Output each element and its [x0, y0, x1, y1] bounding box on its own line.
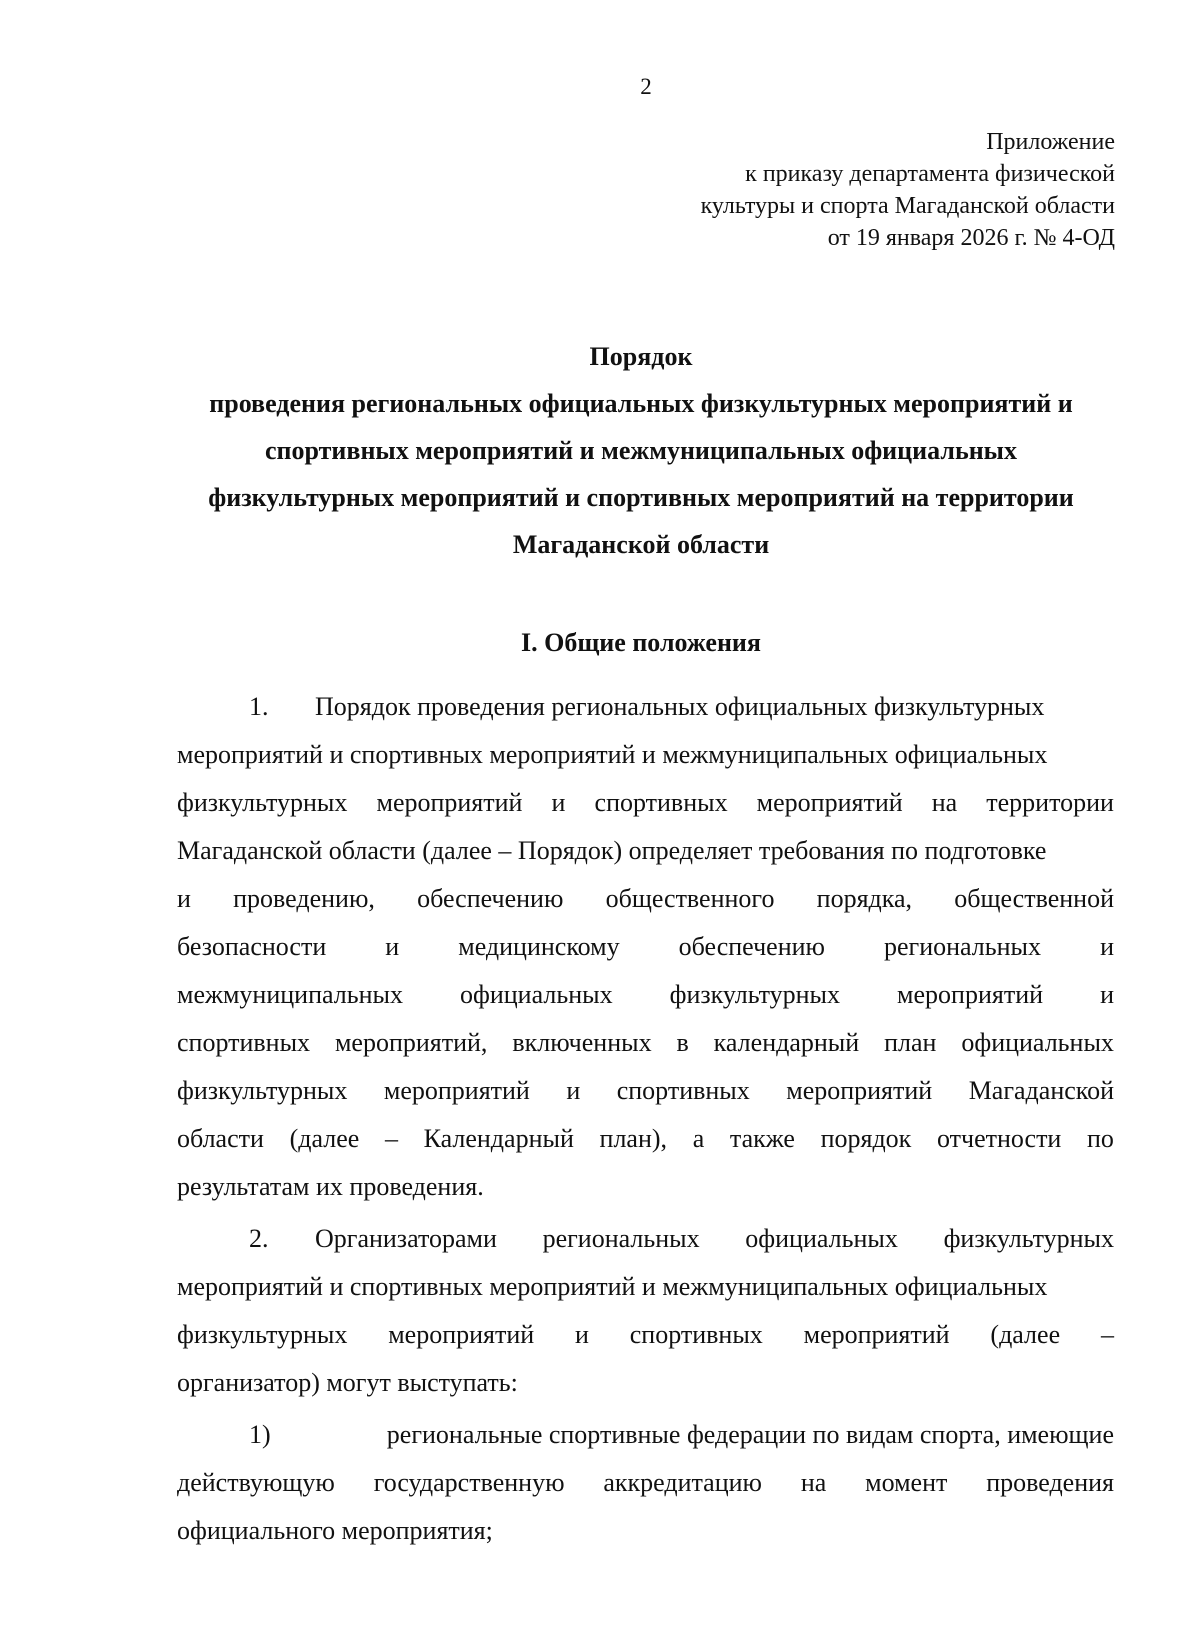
word: региональных [542, 1224, 700, 1253]
title-line: Магаданской области [512, 530, 770, 559]
item-1-line-1 [177, 1411, 1114, 1459]
paragraph-number: 1. [249, 692, 269, 721]
word: обеспечению [678, 932, 825, 961]
word: также [729, 1124, 795, 1153]
word: области [177, 1124, 264, 1153]
appendix-line: культуры и спорта Магаданской области [700, 193, 1115, 219]
word: спортивных [616, 1076, 750, 1105]
word: физкультурных [177, 1076, 348, 1105]
word: Календарный [423, 1124, 574, 1153]
paragraph-1-line-7 [177, 971, 1114, 1019]
word: на [800, 1468, 827, 1497]
paragraph-1-line-4: Магаданской области (далее – Порядок) определяет требования по подготовке [177, 836, 1047, 865]
word: порядок [820, 1124, 912, 1153]
word: (далее [289, 1124, 360, 1153]
word: и [566, 1076, 581, 1105]
word: и [1100, 932, 1114, 961]
word: региональных [884, 932, 1042, 961]
word: мероприятий [803, 1320, 950, 1349]
word: мероприятий [756, 788, 903, 817]
word: физкультурных [177, 1320, 348, 1349]
word: мероприятий [897, 980, 1044, 1009]
word: по [1087, 1124, 1114, 1153]
word: спортивных [594, 788, 728, 817]
paragraph-1-line-3 [177, 779, 1114, 827]
word: мероприятий [383, 1076, 530, 1105]
word: общественного [605, 884, 775, 913]
paragraph-1-line-8 [177, 1019, 1114, 1067]
section-heading: I. Общие положения [521, 628, 761, 657]
paragraph-text: Порядок проведения региональных официальных физкультурных [315, 692, 1045, 721]
word: а [692, 1124, 705, 1153]
word: физкультурных [177, 788, 348, 817]
paragraph-text [315, 1215, 1114, 1263]
word: спортивных [177, 1028, 311, 1057]
word: включенных [512, 1028, 652, 1057]
word: и [575, 1320, 589, 1349]
word: план), [599, 1124, 668, 1153]
title-line: физкультурных мероприятий и спортивных мероприятий на территории [208, 483, 1074, 512]
word: общественной [954, 884, 1114, 913]
word: обеспечению [417, 884, 564, 913]
word: и [551, 788, 566, 817]
word: физкультурных [943, 1224, 1114, 1253]
title-line: Порядок [589, 342, 693, 371]
word: мероприятий, [334, 1028, 488, 1057]
word: план [884, 1028, 937, 1057]
paragraph-1-line-9 [177, 1067, 1114, 1115]
word: Организаторами [315, 1224, 497, 1253]
word: и [177, 884, 191, 913]
word: межмуниципальных [177, 980, 403, 1009]
item-1-line-2 [177, 1459, 1114, 1507]
word: аккредитацию [603, 1468, 762, 1497]
paragraph-1-line-2: мероприятий и спортивных мероприятий и межмуниципальных официальных [177, 740, 1048, 769]
word: медицинскому [458, 932, 620, 961]
word: спортивных [629, 1320, 763, 1349]
body-text [177, 683, 1114, 1555]
appendix-block [515, 126, 1115, 254]
word: в [676, 1028, 689, 1057]
paragraph-1-line-1 [177, 683, 1114, 731]
word: официальных [745, 1224, 898, 1253]
word: Магаданской [968, 1076, 1114, 1105]
paragraph-1-line-10 [177, 1115, 1114, 1163]
word: мероприятий [786, 1076, 933, 1105]
word: отчетности [936, 1124, 1062, 1153]
paragraph-2-line-3 [177, 1311, 1114, 1359]
word: (далее [990, 1320, 1061, 1349]
word: момент [865, 1468, 948, 1497]
appendix-line: от 19 января 2026 г. № 4-ОД [827, 225, 1115, 251]
item-1-line-3: официального мероприятия; [177, 1516, 493, 1545]
paragraph-2-line-1 [177, 1215, 1114, 1263]
paragraph-1-line-6 [177, 923, 1114, 971]
page-number: 2 [640, 74, 652, 99]
item-number: 1) [249, 1420, 271, 1449]
paragraph-1-line-11: результатам их проведения. [177, 1172, 484, 1201]
word: и [1100, 980, 1114, 1009]
title-line: спортивных мероприятий и межмуниципальных официальных [265, 436, 1017, 465]
word: физкультурных [669, 980, 841, 1009]
paragraph-number: 2. [249, 1224, 269, 1253]
word: мероприятий [376, 788, 523, 817]
word: и [385, 932, 400, 961]
word: официальных [961, 1028, 1114, 1057]
paragraph-2-line-4: организатор) могут выступать: [177, 1368, 518, 1397]
document-title [168, 333, 1114, 568]
word: официальных [460, 980, 613, 1009]
word: территории [986, 788, 1114, 817]
word: на [931, 788, 958, 817]
appendix-line: Приложение [986, 129, 1115, 155]
word: – [384, 1124, 398, 1153]
word: – [1100, 1320, 1114, 1349]
appendix-line: к приказу департамента физической [745, 161, 1115, 187]
word: проведению, [233, 884, 375, 913]
item-text: региональные спортивные федерации по видам спорта, имеющие [386, 1420, 1114, 1449]
word: проведения [986, 1468, 1114, 1497]
word: календарный [713, 1028, 860, 1057]
word: государственную [373, 1468, 565, 1497]
title-line: проведения региональных официальных физкультурных мероприятий и [209, 389, 1073, 418]
paragraph-1-line-5 [177, 875, 1114, 923]
word: действующую [177, 1468, 335, 1497]
word: безопасности [177, 932, 327, 961]
paragraph-2-line-2: мероприятий и спортивных мероприятий и межмуниципальных официальных [177, 1272, 1048, 1301]
word: порядка, [816, 884, 913, 913]
word: мероприятий [388, 1320, 535, 1349]
